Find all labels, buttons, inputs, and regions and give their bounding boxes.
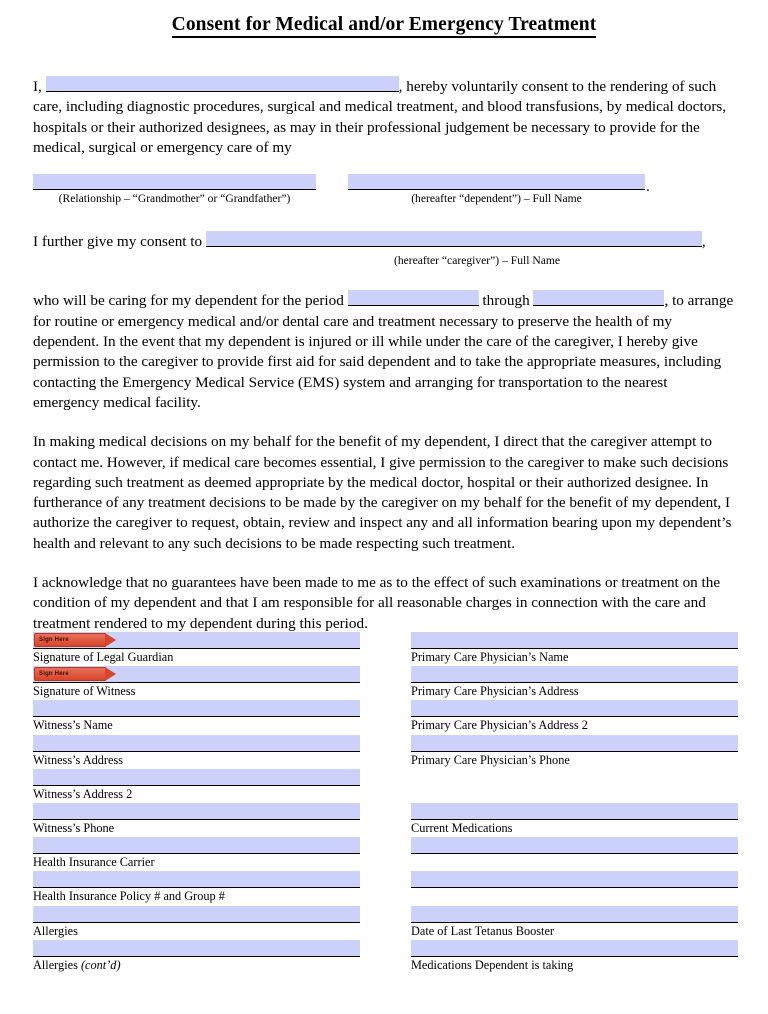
- form-field-label: Medications Dependent is taking: [411, 957, 574, 972]
- dependent-caption: (hereafter “dependent”) – Full Name: [411, 192, 582, 206]
- form-field-row: [411, 871, 738, 905]
- form-field-label: Primary Care Physician’s Name: [411, 650, 569, 664]
- form-field-input[interactable]: [33, 700, 360, 717]
- form-field-row: [33, 700, 360, 734]
- paragraph-intro: [33, 76, 735, 158]
- form-field-input[interactable]: [411, 666, 738, 683]
- form-field-row: [33, 632, 360, 666]
- consent-to-line: [33, 231, 735, 252]
- form-field-input[interactable]: [33, 803, 360, 820]
- dependent-trailing-punctuation: .: [646, 178, 650, 196]
- form-field-input[interactable]: [33, 769, 360, 786]
- consent-to-label: I further give my consent to: [33, 233, 203, 251]
- form-field-row: [411, 906, 738, 940]
- form-field-label-italic: (cont’d): [80, 957, 121, 972]
- form-field-row: [33, 906, 360, 940]
- page-title-text: Consent for Medical and/or Emergency Treatment: [172, 14, 597, 38]
- form-field-label: Signature of Legal Guardian: [33, 650, 174, 664]
- form-field-label: Current Medications: [411, 820, 513, 835]
- intro-prefix: I,: [33, 78, 42, 95]
- form-field-label: Witness’s Phone: [33, 820, 115, 835]
- form-field-input[interactable]: [33, 735, 360, 752]
- form-field-input[interactable]: [411, 871, 738, 888]
- form-field-row: [33, 837, 360, 871]
- form-field-label: Signature of Witness: [33, 684, 136, 699]
- paragraph-period: [33, 290, 735, 413]
- relationship-field-group: [33, 174, 316, 206]
- period-end-field[interactable]: [533, 290, 664, 306]
- form-field-row: [411, 769, 738, 803]
- signature-information-grid: [0, 632, 768, 1014]
- sign-here-tab-icon[interactable]: [34, 667, 106, 681]
- form-field-label: Primary Care Physician’s Address: [411, 684, 579, 699]
- form-field-label: [33, 957, 360, 973]
- sign-here-tab-label: Sign Here: [39, 637, 69, 643]
- form-field-row: [33, 769, 360, 803]
- page-title: [0, 14, 768, 36]
- form-field-input[interactable]: [411, 632, 738, 649]
- form-field-input[interactable]: [411, 940, 738, 957]
- paragraph-decisions: In making medical decisions on my behalf for the benefit of my dependent, I direct that the caregiver attempt to contact me. However, if medical care becomes essential, I give permission to the caregiver to make such decisions regarding such treatment as deemed appropriate by the medical doctor, hospital or their authorized designee. In furtherance of any treatment decisions to be made by the caregiver on my behalf for the benefit of my dependent, I authorize the caregiver to request, obtain, review and inspect any and all information bearing upon my dependent’s health and relevant to any such decisions to be made respecting such treatment.: [33, 433, 732, 552]
- form-field-input[interactable]: [411, 735, 738, 752]
- caregiver-name-field[interactable]: [206, 231, 702, 247]
- form-field-input[interactable]: [33, 940, 360, 957]
- form-field-row: [33, 871, 360, 905]
- form-field-label: Primary Care Physician’s Phone: [411, 752, 570, 767]
- form-field-label: Witness’s Address 2: [33, 786, 133, 801]
- consenter-name-field[interactable]: [46, 76, 399, 92]
- period-suffix: , to arrange for routine or emergency medical and/or dental care and treatment necessary to preserve the health of my dependent. In the event that my dependent is injured or ill while under the care of the caregiver, I hereby give permission to the caregiver to provide first aid for said dependent and to take the appropriate measures, including contacting the Emergency Medical Service (EMS) system and arranging for transportation to the nearest emergency medical facility.: [33, 292, 734, 411]
- form-field-input[interactable]: [411, 700, 738, 717]
- form-field-label: Date of Last Tetanus Booster: [411, 923, 555, 938]
- form-field-row: [411, 940, 738, 974]
- document-body: [33, 76, 735, 634]
- form-field-label: Witness’s Name: [33, 718, 113, 733]
- form-field-label: Primary Care Physician’s Address 2: [411, 718, 588, 733]
- relationship-field[interactable]: [33, 174, 316, 190]
- period-middle: through: [482, 292, 530, 310]
- form-field-input[interactable]: [33, 632, 360, 649]
- form-field-input[interactable]: [411, 803, 738, 820]
- form-field-label: Witness’s Address: [33, 752, 124, 767]
- caregiver-caption: (hereafter “caregiver”) – Full Name: [393, 254, 561, 268]
- consent-to-row: [33, 231, 735, 268]
- form-field-row: [411, 632, 738, 666]
- dependent-name-field[interactable]: [348, 174, 645, 190]
- consent-to-trailing: ,: [701, 233, 706, 251]
- form-field-row: [411, 735, 738, 769]
- relationship-caption: (Relationship – “Grandmother” or “Grandfather”): [58, 192, 291, 206]
- form-field-label: Health Insurance Policy # and Group #: [33, 889, 225, 904]
- form-field-input[interactable]: [33, 906, 360, 923]
- form-field-row: [33, 666, 360, 700]
- form-field-row: [411, 700, 738, 734]
- intro-suffix: , hereby voluntarily consent to the rendering of such care, including diagnostic procedures, surgical and medical treatment, and blood transfusions, by medical doctors, hospitals or their authorized designees, as may in their professional judgement be necessary to provide for the medical, surgical or emergency care of my: [33, 78, 727, 156]
- form-field-row: [411, 837, 738, 871]
- sign-here-tab-icon[interactable]: [34, 633, 106, 647]
- period-prefix: who will be caring for my dependent for the period: [33, 292, 344, 310]
- form-column-left: [33, 632, 360, 974]
- form-field-row: [33, 803, 360, 837]
- form-field-input[interactable]: [33, 871, 360, 888]
- paragraph-acknowledge: I acknowledge that no guarantees have been made to me as to the effect of such examinations or treatment on the condition of my dependent and that I am responsible for all reasonable charges in connection with the care and treatment rendered to my dependent during this period.: [33, 574, 721, 632]
- form-field-input[interactable]: [411, 906, 738, 923]
- form-field-label-plain: Allergies: [33, 957, 81, 972]
- relationship-dependent-row: [33, 174, 735, 212]
- form-field-input[interactable]: [33, 837, 360, 854]
- form-field-label: [411, 888, 738, 904]
- form-field-row: [33, 735, 360, 769]
- form-field-row: [411, 666, 738, 700]
- form-field-label: Allergies: [33, 923, 78, 938]
- form-field-input[interactable]: [411, 837, 738, 854]
- dependent-field-group: [348, 174, 645, 206]
- form-field-label: Health Insurance Carrier: [33, 855, 155, 870]
- form-field-row: [411, 803, 738, 837]
- form-field-input[interactable]: [33, 666, 360, 683]
- form-field-label: [411, 854, 738, 870]
- period-start-field[interactable]: [348, 290, 479, 306]
- sign-here-tab-label: Sign Here: [39, 671, 69, 678]
- form-field-row: [33, 940, 360, 974]
- form-column-right: [411, 632, 738, 974]
